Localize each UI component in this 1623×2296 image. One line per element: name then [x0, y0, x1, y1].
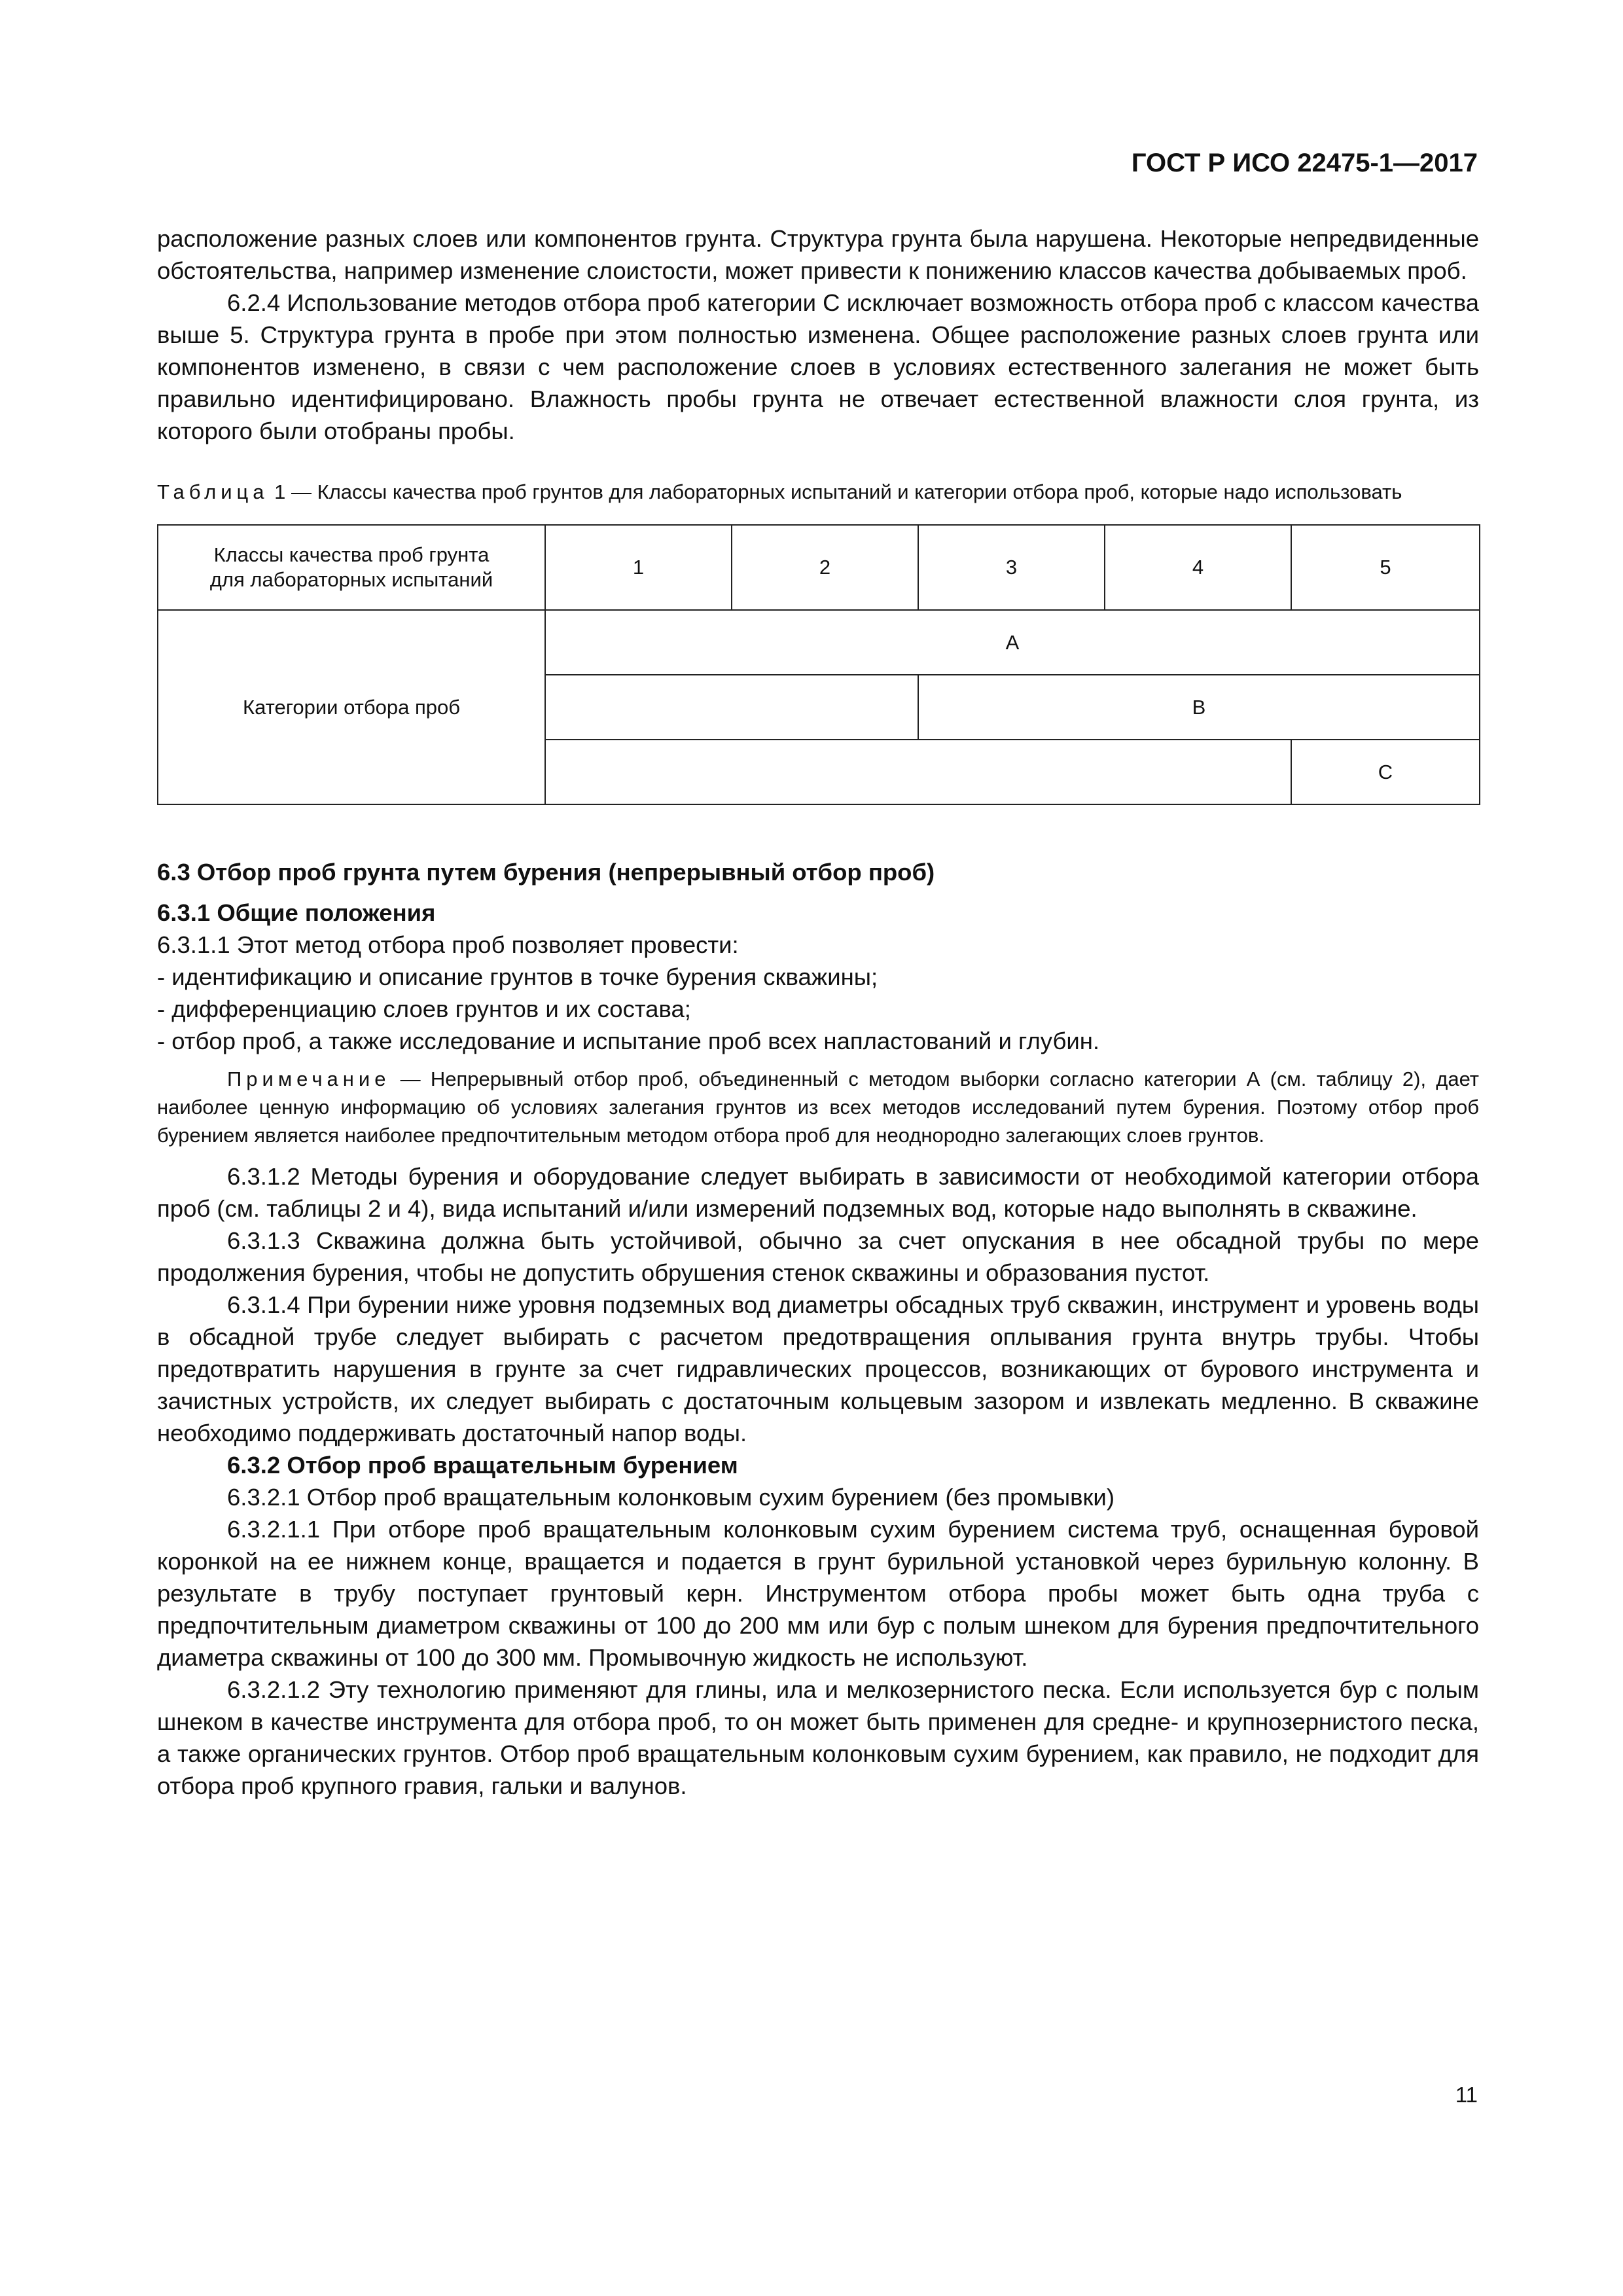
paragraph-6-3-1-2: 6.3.1.2 Методы бурения и оборудование следует выбирать в зависимости от необходимой категории отбора проб (см. таблицы 2 и 4), вида испытаний и/или измерений подземных вод, которые надо выполнять в скважине.	[157, 1163, 1479, 1222]
table-header-row	[158, 525, 1480, 610]
class-cell-5: 5	[1291, 525, 1480, 610]
class-cell-1: 1	[545, 525, 732, 610]
page-content	[157, 223, 1479, 1802]
class-cell-4: 4	[1105, 525, 1291, 610]
subsection-heading-6-3-1: 6.3.1 Общие положения	[157, 899, 436, 926]
category-a-cell: A	[545, 610, 1480, 675]
paragraph-6-3-2-1: 6.3.2.1 Отбор проб вращательным колонковым сухим бурением (без промывки)	[227, 1484, 1115, 1511]
paragraph-continuation: расположение разных слоев или компонентов грунта. Структура грунта была нарушена. Некоторые непредвиденные обстоятельства, например изменение слоистости, может привести к понижению классов качества добываемых проб.	[157, 225, 1479, 284]
list-item: - отбор проб, а также исследование и испытание проб всех напластований и глубин.	[157, 1028, 1100, 1054]
paragraph-6-3-2-1-1: 6.3.2.1.1 При отборе проб вращательным колонковым сухим бурением система труб, оснащенная буровой коронкой на ее нижнем конце, вращается и подается в грунт бурильной установкой через бурильную колонну. В результате в трубу поступает грунтовый керн. Инструментом отбора пробы может быть одна труба с предпочтительным диаметром скважины от 100 до 200 мм или бур с полым шнеком для бурения предпочтительного диаметра скважины от 100 до 300 мм. Промывочную жидкость не используют.	[157, 1516, 1479, 1671]
paragraph-6-3-1-3: 6.3.1.3 Скважина должна быть устойчивой, обычно за счет опускания в нее обсадной трубы по мере продолжения бурения, чтобы не допустить обрушения стенок скважины и образования пустот.	[157, 1227, 1479, 1286]
empty-cell-b	[545, 675, 918, 740]
quality-class-table	[157, 524, 1480, 805]
table-caption	[157, 478, 1479, 506]
document-id-header: ГОСТ Р ИСО 22475-1—2017	[1131, 149, 1478, 177]
table-header-label	[158, 525, 545, 610]
note-label: Примечание	[227, 1067, 391, 1090]
empty-cell-c	[545, 740, 1291, 804]
class-cell-2: 2	[732, 525, 918, 610]
category-c-cell: C	[1291, 740, 1480, 804]
note-block	[157, 1065, 1479, 1149]
note-text: — Непрерывный отбор проб, объединенный с методом выборки согласно категории А (см. таблицу 2), дает наиболее ценную информацию об условиях залегания грунтов из всех методов исследований путем бурения. Поэтому отбор проб бурением является наиболее предпочтительным методом отбора проб для неоднородно залегающих слоев грунтов.	[157, 1067, 1479, 1147]
subsection-heading-6-3-2: 6.3.2 Отбор проб вращательным бурением	[227, 1452, 738, 1479]
table-header-label-line2: для лабораторных испытаний	[209, 568, 493, 591]
table-caption-text: 1 — Классы качества проб грунтов для лабораторных испытаний и категории отбора проб, которые надо использовать	[268, 480, 1402, 503]
paragraph-6-3-1-4: 6.3.1.4 При бурении ниже уровня подземных вод диаметры обсадных труб скважин, инструмент и уровень воды в обсадной трубе следует выбирать с расчетом предотвращения оплывания грунта внутрь трубы. Чтобы предотвратить нарушения в грунте за счет гидравлических процессов, возникающих от бурового инструмента и зачистных устройств, их следует выбирать с достаточным кольцевым зазором и извлекать медленно. В скважине необходимо поддерживать достаточный напор воды.	[157, 1291, 1479, 1446]
section-heading-6-3: 6.3 Отбор проб грунта путем бурения (непрерывный отбор проб)	[157, 859, 935, 886]
paragraph-6-2-4: 6.2.4 Использование методов отбора проб категории С исключает возможность отбора проб с классом качества выше 5. Структура грунта в пробе при этом полностью изменена. Общее расположение разных слоев грунта или компонентов изменено, в связи с чем расположение слоев в условиях естественного залегания не может быть правильно идентифицировано. Влажность пробы грунта не отвечает естественной влажности слоя грунта, из которого были отобраны пробы.	[157, 289, 1479, 444]
list-item: - дифференциацию слоев грунтов и их состава;	[157, 996, 691, 1022]
table-caption-label: Таблица	[157, 480, 269, 503]
category-row-label: Категории отбора проб	[158, 610, 545, 804]
category-b-cell: B	[918, 675, 1480, 740]
list-item: - идентификацию и описание грунтов в точке бурения скважины;	[157, 963, 878, 990]
paragraph-6-3-1-1: 6.3.1.1 Этот метод отбора проб позволяет провести:	[157, 931, 739, 958]
paragraph-6-3-2-1-2: 6.3.2.1.2 Эту технологию применяют для глины, ила и мелкозернистого песка. Если используется бур с полым шнеком в качестве инструмента для отбора проб, то он может быть применен для средне- и крупнозернистого песка, а также органических грунтов. Отбор проб вращательным колонковым сухим бурением, как правило, не подходит для отбора проб крупного гравия, гальки и валунов.	[157, 1676, 1479, 1799]
page-number: 11	[1455, 2083, 1478, 2107]
table-header-label-line1: Классы качества проб грунта	[213, 543, 490, 566]
table-row-category-a	[158, 610, 1480, 675]
class-cell-3: 3	[918, 525, 1105, 610]
